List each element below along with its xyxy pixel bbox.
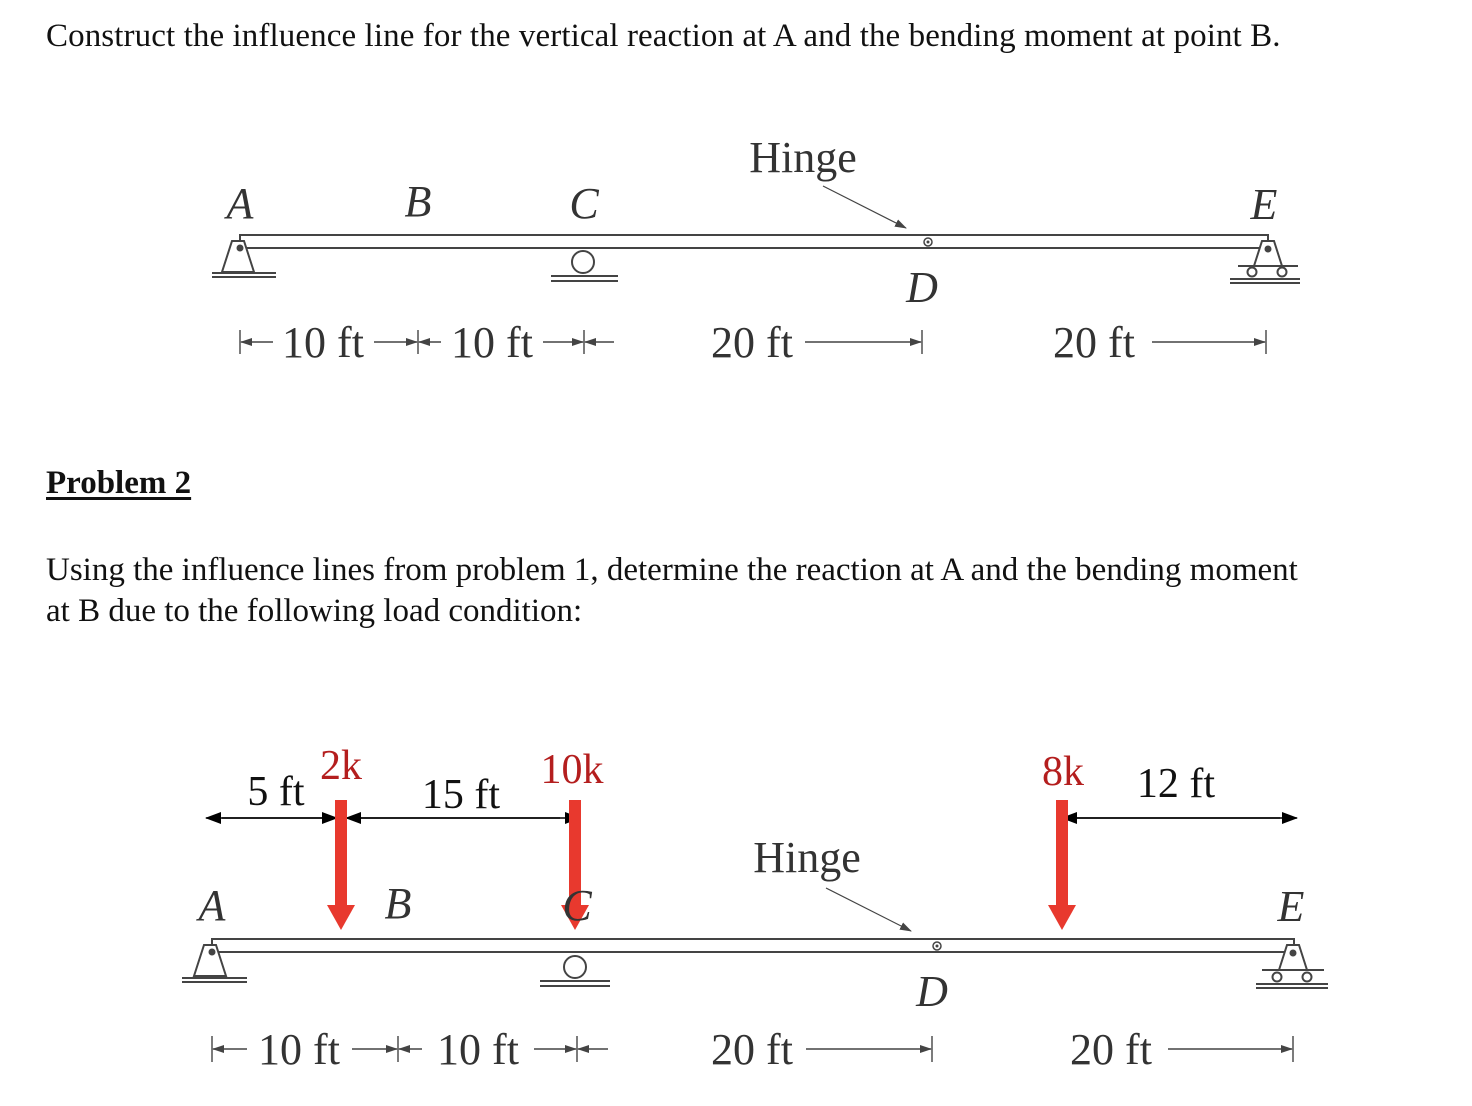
span-label-cd-1: 20 ft (711, 318, 793, 367)
load-label-2k: 2k (320, 743, 362, 789)
roller-support-c-icon (551, 251, 618, 281)
span-label-cd-2: 20 ft (711, 1025, 793, 1074)
hinge-d-icon (924, 238, 932, 246)
roller-support-c-icon (540, 956, 610, 986)
point-label-c-1: C (569, 179, 599, 228)
beam-diagram-1 (212, 133, 1300, 367)
problem1-question: Construct the influence line for the vertical reaction at A and the bending moment at point B. (46, 18, 1281, 54)
problem2-text-line2: at B due to the following load condition: (46, 593, 583, 629)
point-label-d-2: D (916, 967, 948, 1016)
point-label-b-1: B (404, 177, 432, 226)
load-dim-label-2: 15 ft (421, 772, 501, 818)
beam-diagram-2 (182, 743, 1328, 1074)
problem2-text-line1: Using the influence lines from problem 1, determine the reaction at A and the bending moment (46, 552, 1298, 588)
span-label-de-1: 20 ft (1053, 318, 1135, 367)
load-dim-label-1: 5 ft (247, 769, 305, 815)
load-label-8k: 8k (1042, 749, 1084, 795)
hinge-label-2: Hinge (753, 833, 861, 882)
problem2-heading: Problem 2 (46, 465, 192, 501)
span-label-bc-2: 10 ft (437, 1025, 519, 1074)
span-label-ab-2: 10 ft (258, 1025, 340, 1074)
point-label-a-2: A (198, 881, 226, 930)
hinge-pointer-1 (823, 186, 906, 228)
span-label-bc-1: 10 ft (451, 318, 533, 367)
load-dim-label-3: 12 ft (1136, 761, 1216, 807)
load-arrow-2k-icon (327, 800, 355, 930)
hinge-d-icon (933, 942, 941, 950)
beam-2 (212, 939, 1294, 952)
point-label-c-2: C (562, 881, 592, 930)
load-arrow-8k-icon (1048, 800, 1076, 930)
point-label-b-2: B (384, 879, 412, 928)
span-label-ab-1: 10 ft (282, 318, 364, 367)
point-label-e-2: E (1277, 882, 1305, 931)
span-label-de-2: 20 ft (1070, 1025, 1152, 1074)
point-label-d-1: D (906, 263, 938, 312)
load-label-10k: 10k (540, 747, 604, 793)
beam-1 (240, 235, 1268, 248)
point-label-e-1: E (1250, 180, 1278, 229)
point-label-a-1: A (226, 179, 254, 228)
hinge-label-1: Hinge (749, 133, 857, 182)
hinge-pointer-2 (826, 888, 911, 931)
